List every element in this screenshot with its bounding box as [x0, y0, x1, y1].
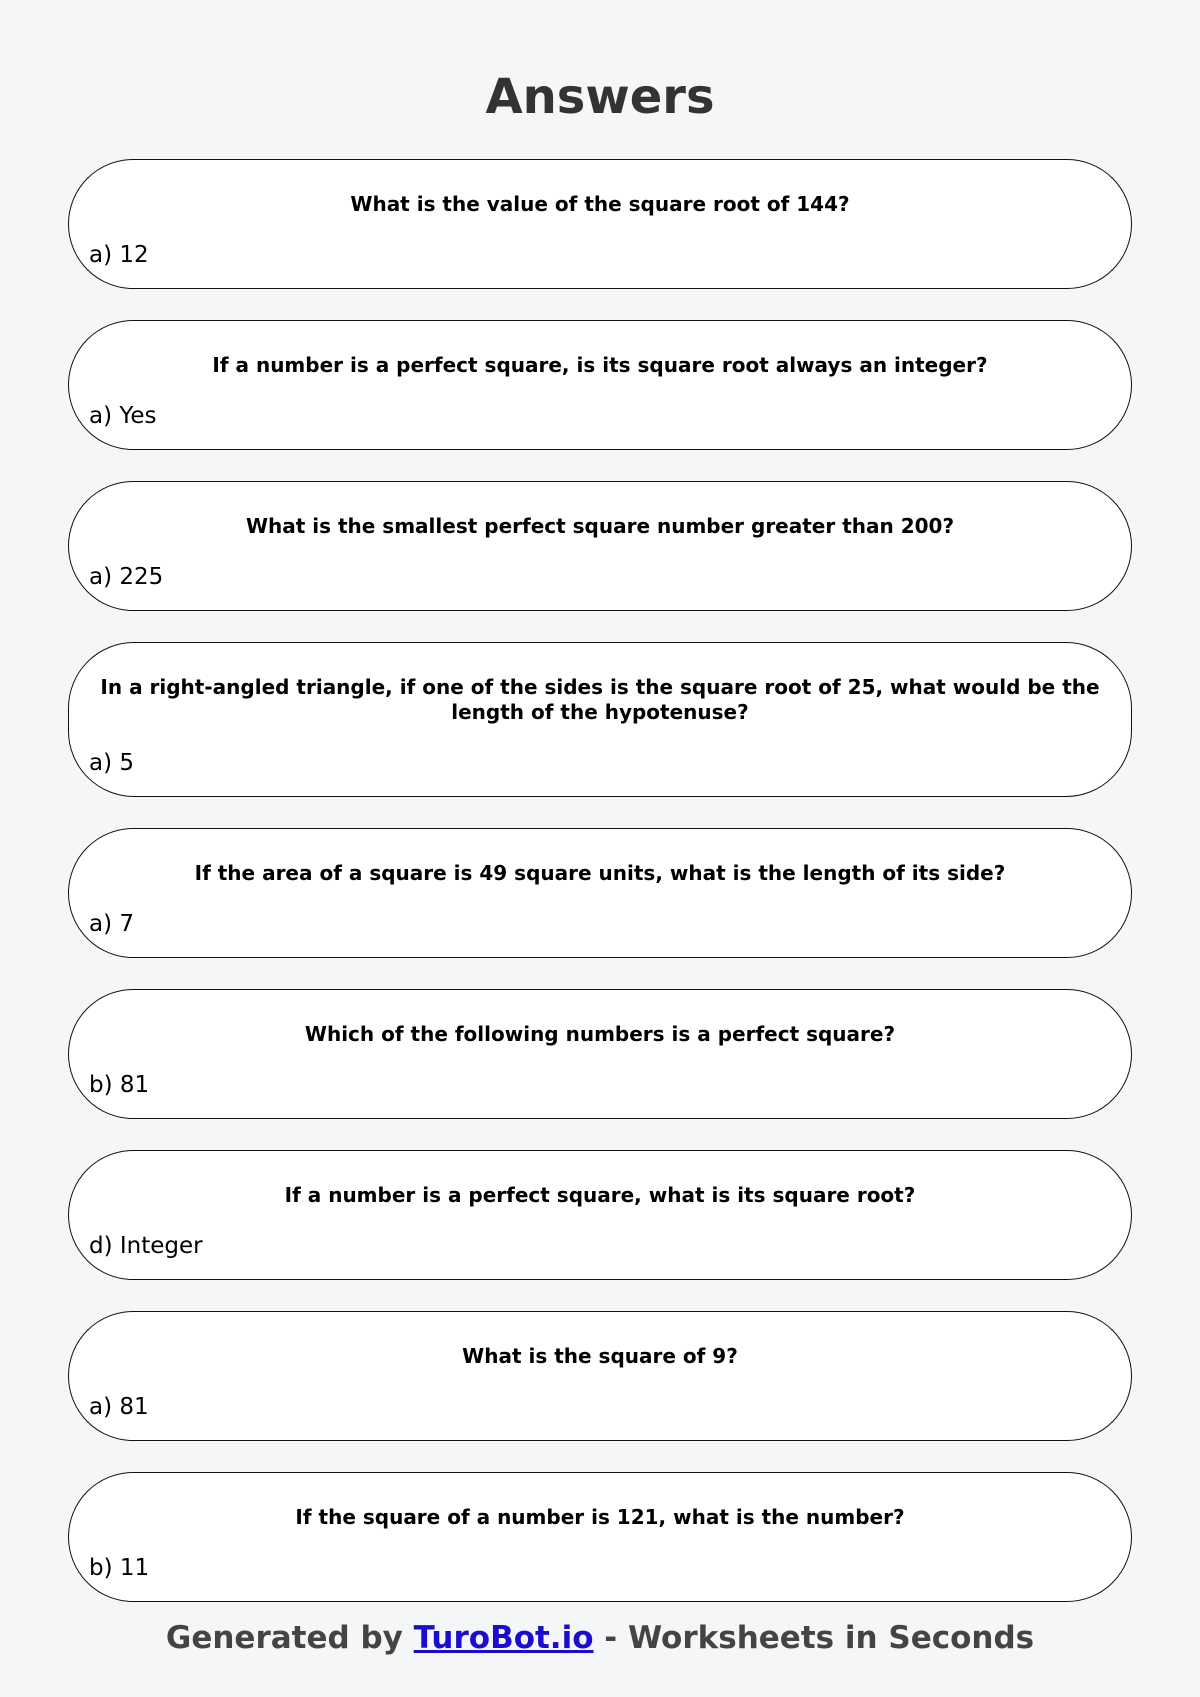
answer-text: b) 11	[89, 1555, 150, 1581]
answer-text: d) Integer	[89, 1233, 203, 1259]
answer-text: a) 81	[89, 1394, 149, 1420]
question-text: If the area of a square is 49 square units, what is the length of its side?	[194, 861, 1006, 885]
answer-card-2	[68, 320, 1132, 450]
answer-text: a) 7	[89, 911, 135, 937]
question-text: Which of the following numbers is a perfect square?	[304, 1022, 896, 1046]
answer-text: a) 12	[89, 242, 149, 268]
answer-card-8	[68, 1311, 1132, 1441]
question-text: If a number is a perfect square, is its square root always an integer?	[212, 353, 988, 377]
answer-card-7	[68, 1150, 1132, 1280]
answer-card-4	[68, 642, 1132, 797]
answer-card-9	[68, 1472, 1132, 1602]
answer-card-5	[68, 828, 1132, 958]
answer-text: b) 81	[89, 1072, 150, 1098]
footer-prefix: Generated by	[165, 1620, 414, 1656]
footer-suffix: - Worksheets in Seconds	[593, 1620, 1035, 1656]
footer	[0, 1618, 1200, 1658]
answer-text: a) 225	[89, 564, 164, 590]
answer-list	[68, 159, 1132, 1633]
question-text: In a right-angled triangle, if one of the sides is the square root of 25, what would be the length of the hypotenuse?	[100, 675, 1100, 724]
answer-text: a) 5	[89, 750, 135, 776]
question-text: What is the value of the square root of 144?	[350, 192, 850, 216]
answer-card-1	[68, 159, 1132, 289]
answer-card-3	[68, 481, 1132, 611]
page-title: Answers	[485, 69, 715, 125]
question-text: If a number is a perfect square, what is its square root?	[284, 1183, 916, 1207]
question-text: What is the square of 9?	[462, 1344, 738, 1368]
question-text: If the square of a number is 121, what is the number?	[295, 1505, 905, 1529]
turobot-link[interactable]: TuroBot.io	[413, 1620, 594, 1656]
answer-text: a) Yes	[89, 403, 157, 429]
answer-card-6	[68, 989, 1132, 1119]
question-text: What is the smallest perfect square number greater than 200?	[245, 514, 955, 538]
